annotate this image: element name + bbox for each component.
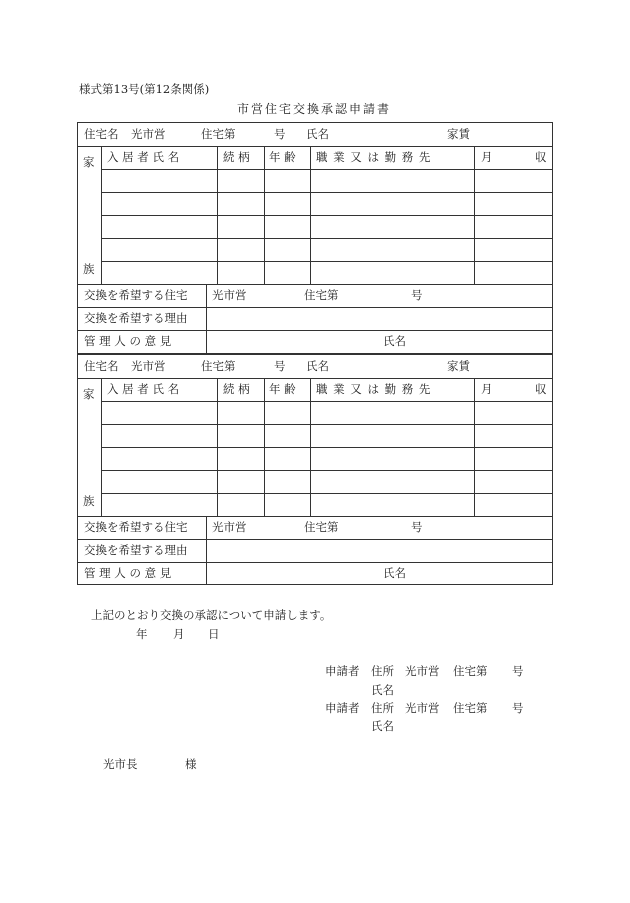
applicant-address-label: 住所 [371,701,394,715]
wish-city: 光市営 [212,520,247,534]
date-year: 年 [136,627,148,641]
col-resident: 入 居 者 氏 名 [107,382,180,396]
col-resident: 入 居 者 氏 名 [107,150,180,164]
col-relation: 続 柄 [223,150,250,164]
applicant-role: 申請者 [325,701,360,715]
applicant-role: 申請者 [325,664,360,678]
date-month: 月 [173,627,185,641]
addressee-mayor: 光市長 [103,757,138,771]
col-relation: 続 柄 [223,382,250,396]
col-income: 収 [535,150,547,164]
col-job: 職 業 又 は 勤 務 先 [316,382,432,396]
wish-housing-no: 住宅第 [304,520,339,534]
form-number: 様式第13号(第12条関係) [79,82,210,96]
applicant-city: 光市営 [405,664,440,678]
col-age: 年 齢 [269,150,296,164]
wish-reason-label: 交換を希望する理由 [84,311,188,325]
family-label-bottom: 族 [83,262,95,276]
family-label-bottom: 族 [83,494,95,508]
manager-name-label: 氏名 [383,566,406,580]
col-income: 収 [535,382,547,396]
name-label: 氏名 [306,359,329,373]
addressee-honorific: 様 [185,757,197,771]
applicant-name-label: 氏名 [371,683,394,697]
housing-name-label: 住宅名 [84,127,119,141]
wish-city: 光市営 [212,288,247,302]
housing-no-label: 住宅第 [201,127,236,141]
wish-number: 号 [411,520,423,534]
housing-name-label: 住宅名 [84,359,119,373]
applicant-number: 号 [512,701,524,715]
city-housing: 光市営 [131,127,166,141]
page-title: 市営住宅交換承認申請書 [237,102,392,116]
family-label-top: 家 [83,155,95,169]
wish-housing-no: 住宅第 [304,288,339,302]
applicant-housing: 住宅第 [453,701,488,715]
manager-opinion-label: 管 理 人 の 意 見 [84,566,172,580]
col-income-month: 月 [481,382,493,396]
city-housing: 光市営 [131,359,166,373]
col-age: 年 齢 [269,382,296,396]
rent-label: 家賃 [447,127,470,141]
family-label-top: 家 [83,387,95,401]
section-2 [77,354,553,585]
manager-opinion-label: 管 理 人 の 意 見 [84,334,172,348]
applicant-number: 号 [512,664,524,678]
applicant-address-label: 住所 [371,664,394,678]
section-1 [77,122,553,354]
applicant-housing: 住宅第 [453,664,488,678]
applicant-name-label: 氏名 [371,719,394,733]
manager-name-label: 氏名 [383,334,406,348]
application-statement: 上記のとおり交換の承認について申請します。 [91,608,332,622]
wish-housing-label: 交換を希望する住宅 [84,520,188,534]
wish-number: 号 [411,288,423,302]
name-label: 氏名 [306,127,329,141]
date-day: 日 [208,627,220,641]
number-label: 号 [274,127,286,141]
housing-no-label: 住宅第 [201,359,236,373]
applicant-city: 光市営 [405,701,440,715]
rent-label: 家賃 [447,359,470,373]
wish-reason-label: 交換を希望する理由 [84,543,188,557]
col-income-month: 月 [481,150,493,164]
wish-housing-label: 交換を希望する住宅 [84,288,188,302]
col-job: 職 業 又 は 勤 務 先 [316,150,432,164]
number-label: 号 [274,359,286,373]
